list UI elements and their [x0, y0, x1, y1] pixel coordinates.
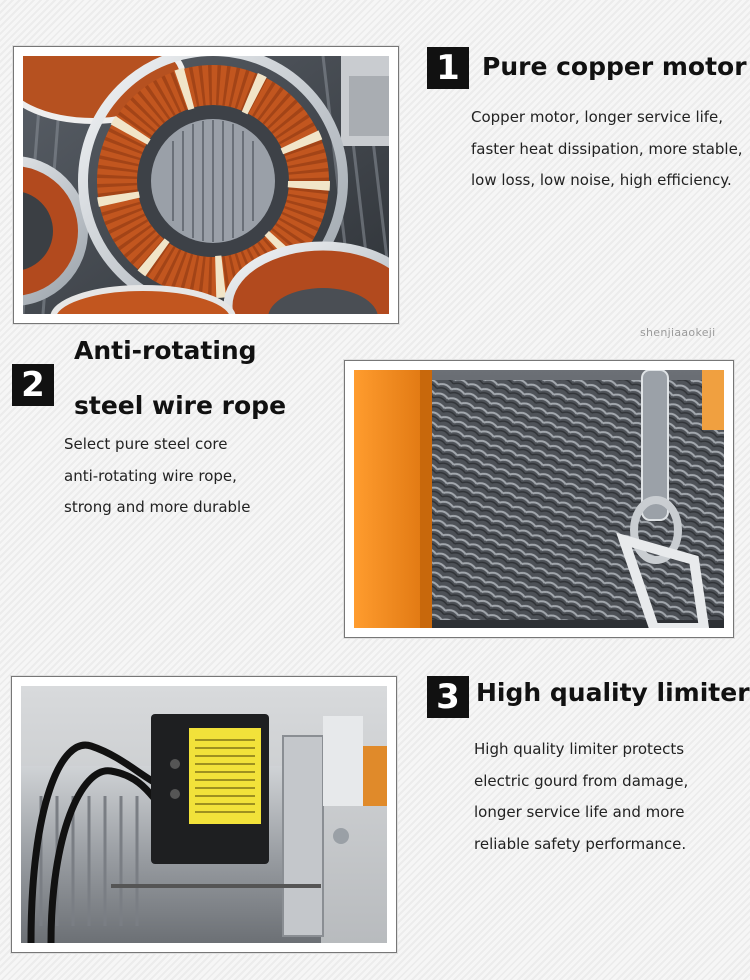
limiter-photo [21, 686, 387, 943]
section1-line-3: low loss, low noise, high efficiency. [471, 171, 732, 189]
section1-description [471, 102, 743, 197]
section2-line-3: strong and more durable [64, 498, 251, 516]
section1-line-1: Copper motor, longer service life, [471, 108, 724, 126]
section3-description [474, 734, 688, 860]
section1-line-2: faster heat dissipation, more stable, [471, 139, 743, 158]
section-number-3: 3 [427, 676, 469, 718]
section-title-anti-rotating-line-1: Anti-rotating [74, 336, 257, 365]
copper-motor-photo [23, 56, 389, 314]
section-number-1: 1 [427, 47, 469, 89]
section-title-high-quality-limiter: High quality limiter [476, 678, 750, 707]
section2-line-2: anti-rotating wire rope, [64, 466, 237, 485]
steel-wire-rope-photo [354, 370, 724, 628]
section-title-pure-copper-motor: Pure copper motor [482, 52, 747, 81]
steel-wire-rope-photo-frame [344, 360, 734, 638]
limiter-photo-frame [11, 676, 397, 953]
section3-line-2: electric gourd from damage, [474, 771, 689, 790]
section-title-anti-rotating-line-2: steel wire rope [74, 391, 287, 420]
section-number-2: 2 [12, 364, 54, 406]
section3-line-1: High quality limiter protects [474, 740, 685, 758]
section3-line-3: longer service life and more [474, 803, 685, 821]
section2-description [64, 429, 250, 524]
section2-line-1: Select pure steel core [64, 435, 228, 453]
section3-line-4: reliable safety performance. [474, 834, 687, 853]
watermark: shenjiaaokeji [640, 326, 716, 339]
copper-motor-photo-frame [13, 46, 399, 324]
